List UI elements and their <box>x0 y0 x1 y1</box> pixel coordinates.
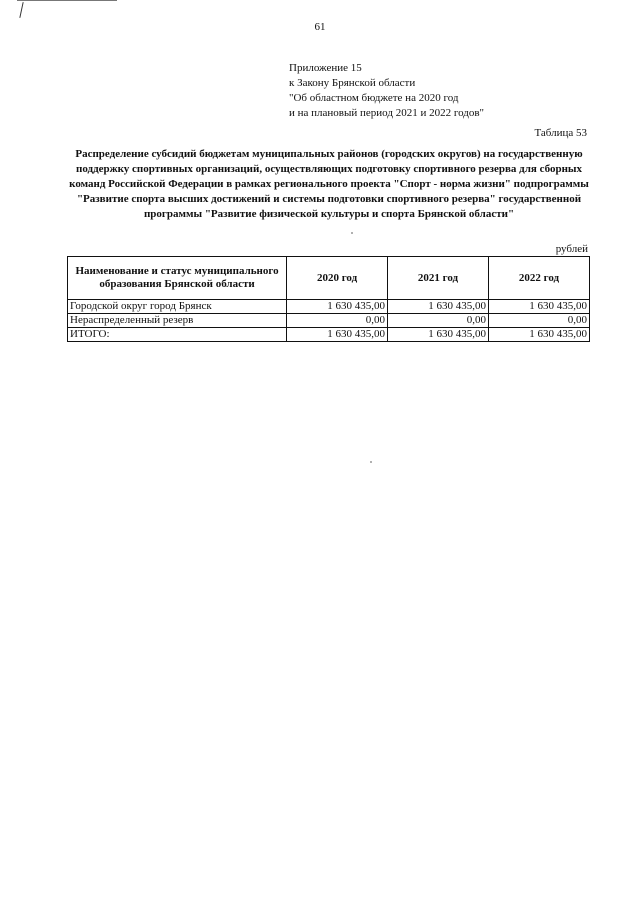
value-2021: 0,00 <box>388 314 489 328</box>
table-header-row <box>68 257 590 300</box>
value-2020: 0,00 <box>287 314 388 328</box>
header-2022: 2022 год <box>489 257 590 300</box>
table-row <box>68 300 590 314</box>
table-number: Таблица 53 <box>534 127 587 139</box>
row-name: Городской округ город Брянск <box>68 300 287 314</box>
units-label: рублей <box>555 243 588 255</box>
page-number: 61 <box>314 21 326 33</box>
appendix-reference <box>289 61 484 121</box>
scan-artifact-line <box>17 0 117 1</box>
appendix-line: Приложение 15 <box>289 62 362 74</box>
document-title: Распределение субсидий бюджетам муниципальных районов (городских округов) на государственную поддержку спортивных организаций, осуществляющих подготовку спортивного резерва для сборных команд Российской Федерации в рамках регионального проекта "Спорт - норма жизни" подпрограммы "Развитие спорта высших достижений и системы подготовки спортивного резерва" государственной программы "Развитие физической культуры и спорта Брянской области" <box>69 148 589 220</box>
header-name: Наименование и статус муниципального образования Брянской области <box>68 257 287 300</box>
table-row-total <box>68 328 590 342</box>
subsidy-table-container <box>67 256 590 342</box>
scan-speck <box>351 232 353 234</box>
header-2021: 2021 год <box>388 257 489 300</box>
table-row <box>68 314 590 328</box>
scan-speck <box>370 461 372 463</box>
header-2020: 2020 год <box>287 257 388 300</box>
value-2022: 0,00 <box>489 314 590 328</box>
subsidy-table <box>67 256 590 342</box>
appendix-line: к Закону Брянской области <box>289 77 416 89</box>
row-name: Нераспределенный резерв <box>68 314 287 328</box>
value-2021: 1 630 435,00 <box>388 328 489 342</box>
scan-artifact-mark <box>19 2 23 18</box>
value-2020: 1 630 435,00 <box>287 300 388 314</box>
value-2022: 1 630 435,00 <box>489 328 590 342</box>
value-2020: 1 630 435,00 <box>287 328 388 342</box>
value-2022: 1 630 435,00 <box>489 300 590 314</box>
appendix-line: и на плановый период 2021 и 2022 годов" <box>289 107 485 119</box>
appendix-line: "Об областном бюджете на 2020 год <box>289 92 459 104</box>
row-name: ИТОГО: <box>68 328 287 342</box>
value-2021: 1 630 435,00 <box>388 300 489 314</box>
